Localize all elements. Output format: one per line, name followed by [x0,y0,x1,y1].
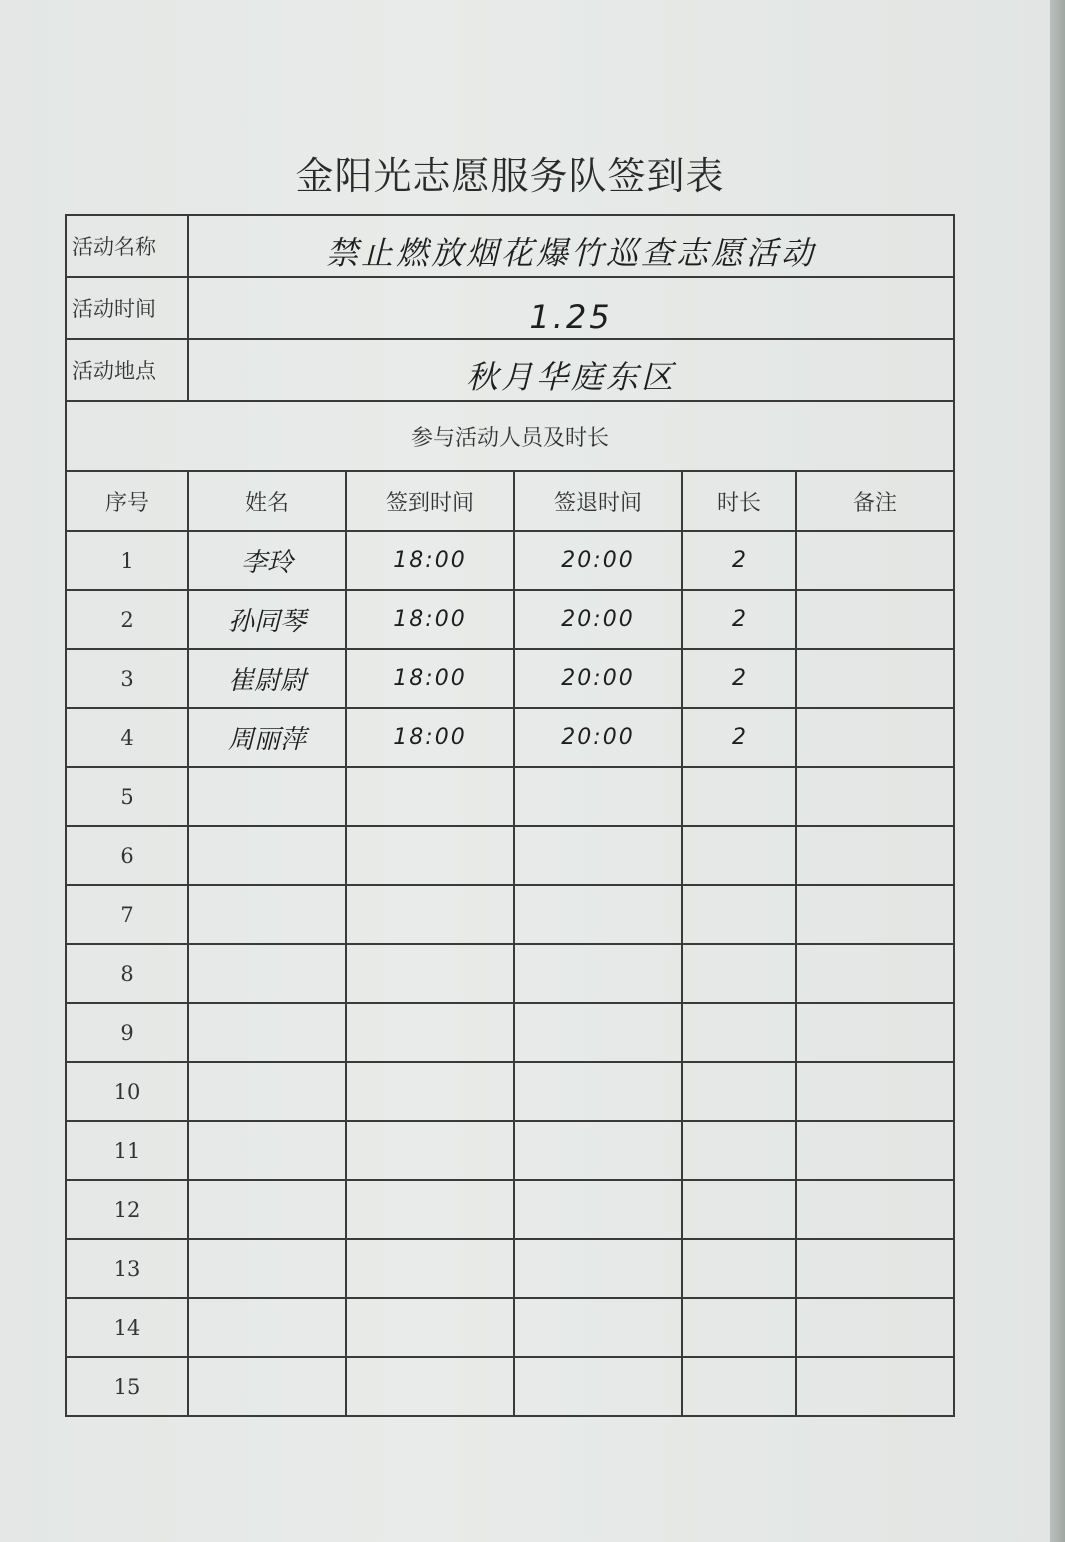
sign-out-time-cell: 20:00 [514,708,682,767]
sign-in-time-cell [346,1003,514,1062]
sign-in-time-cell [346,1180,514,1239]
sign-in-time-cell [346,1298,514,1357]
sign-in-table [65,214,955,1417]
duration-cell [682,944,796,1003]
sign-in-time-cell [346,1239,514,1298]
note-cell [796,708,954,767]
duration-cell: 2 [682,649,796,708]
name-cell [188,1298,346,1357]
note-cell [796,531,954,590]
sign-out-time-cell [514,1298,682,1357]
name-cell: 周丽萍 [188,708,346,767]
name-cell [188,767,346,826]
name-cell [188,1357,346,1416]
sign-out-time-cell: 20:00 [514,590,682,649]
name-cell: 孙同琴 [188,590,346,649]
duration-cell [682,1062,796,1121]
name-cell [188,1180,346,1239]
name-cell [188,1062,346,1121]
name-cell [188,826,346,885]
sign-in-time-cell [346,1121,514,1180]
seq-cell: 8 [66,944,188,1003]
table-row [66,1180,954,1239]
sign-out-time-cell [514,1357,682,1416]
table-row [66,1357,954,1416]
table-row [66,767,954,826]
table-row [66,531,954,590]
seq-cell: 5 [66,767,188,826]
note-cell [796,649,954,708]
duration-cell [682,1003,796,1062]
duration-cell: 2 [682,590,796,649]
table-row [66,1239,954,1298]
sign-out-time-cell [514,767,682,826]
duration-cell [682,767,796,826]
table-row [66,708,954,767]
seq-cell: 1 [66,531,188,590]
column-header-seq: 序号 [66,471,188,531]
seq-cell: 12 [66,1180,188,1239]
sign-in-time-cell [346,1357,514,1416]
note-cell [796,590,954,649]
sign-out-time-cell [514,944,682,1003]
note-cell [796,1180,954,1239]
sign-in-time-cell [346,826,514,885]
sign-in-time-cell: 18:00 [346,649,514,708]
table-row [66,1121,954,1180]
table-row [66,1062,954,1121]
name-cell [188,1121,346,1180]
note-cell [796,767,954,826]
seq-cell: 11 [66,1121,188,1180]
sign-in-time-cell [346,767,514,826]
sign-out-time-cell [514,826,682,885]
note-cell [796,944,954,1003]
sign-out-time-cell [514,1121,682,1180]
table-row [66,649,954,708]
sign-out-time-cell [514,1062,682,1121]
info-row-activity-name [66,215,954,277]
duration-cell [682,885,796,944]
sign-out-time-cell [514,1003,682,1062]
section-title: 参与活动人员及时长 [66,401,954,471]
activity-location-label: 活动地点 [66,339,188,401]
note-cell [796,1298,954,1357]
seq-cell: 13 [66,1239,188,1298]
seq-cell: 6 [66,826,188,885]
note-cell [796,885,954,944]
seq-cell: 4 [66,708,188,767]
sign-in-time-cell: 18:00 [346,708,514,767]
seq-cell: 7 [66,885,188,944]
table-row [66,1003,954,1062]
sign-out-time-cell [514,885,682,944]
name-cell [188,885,346,944]
duration-cell [682,1357,796,1416]
info-row-activity-time [66,277,954,339]
name-cell [188,1239,346,1298]
sign-in-time-cell [346,1062,514,1121]
table-row [66,1298,954,1357]
table-header [66,471,954,531]
sign-out-time-cell [514,1180,682,1239]
column-header-sign-in: 签到时间 [346,471,514,531]
seq-cell: 9 [66,1003,188,1062]
note-cell [796,826,954,885]
note-cell [796,1357,954,1416]
activity-time-label: 活动时间 [66,277,188,339]
sign-out-time-cell: 20:00 [514,531,682,590]
sign-out-time-cell [514,1239,682,1298]
duration-cell: 2 [682,531,796,590]
section-row [66,401,954,471]
duration-cell [682,1121,796,1180]
seq-cell: 15 [66,1357,188,1416]
info-row-activity-location [66,339,954,401]
column-header-note: 备注 [796,471,954,531]
sign-in-time-cell: 18:00 [346,531,514,590]
duration-cell [682,1239,796,1298]
column-header-name: 姓名 [188,471,346,531]
duration-cell [682,826,796,885]
seq-cell: 3 [66,649,188,708]
activity-location-value: 秋月华庭东区 [188,339,954,401]
duration-cell: 2 [682,708,796,767]
duration-cell [682,1180,796,1239]
sign-in-time-cell [346,885,514,944]
note-cell [796,1121,954,1180]
table-row [66,826,954,885]
name-cell [188,1003,346,1062]
note-cell [796,1239,954,1298]
seq-cell: 10 [66,1062,188,1121]
page-title: 金阳光志愿服务队签到表 [295,154,725,198]
name-cell: 崔尉尉 [188,649,346,708]
sign-out-time-cell: 20:00 [514,649,682,708]
table-row [66,944,954,1003]
activity-time-value: 1.25 [188,277,954,339]
column-header-duration: 时长 [682,471,796,531]
note-cell [796,1003,954,1062]
sign-in-time-cell: 18:00 [346,590,514,649]
seq-cell: 14 [66,1298,188,1357]
note-cell [796,1062,954,1121]
seq-cell: 2 [66,590,188,649]
column-header-sign-out: 签退时间 [514,471,682,531]
duration-cell [682,1298,796,1357]
sign-in-time-cell [346,944,514,1003]
paper-edge [1050,0,1065,1542]
activity-name-label: 活动名称 [66,215,188,277]
activity-name-value: 禁止燃放烟花爆竹巡查志愿活动 [188,215,954,277]
table-row [66,885,954,944]
table-row [66,590,954,649]
name-cell: 李玲 [188,531,346,590]
name-cell [188,944,346,1003]
